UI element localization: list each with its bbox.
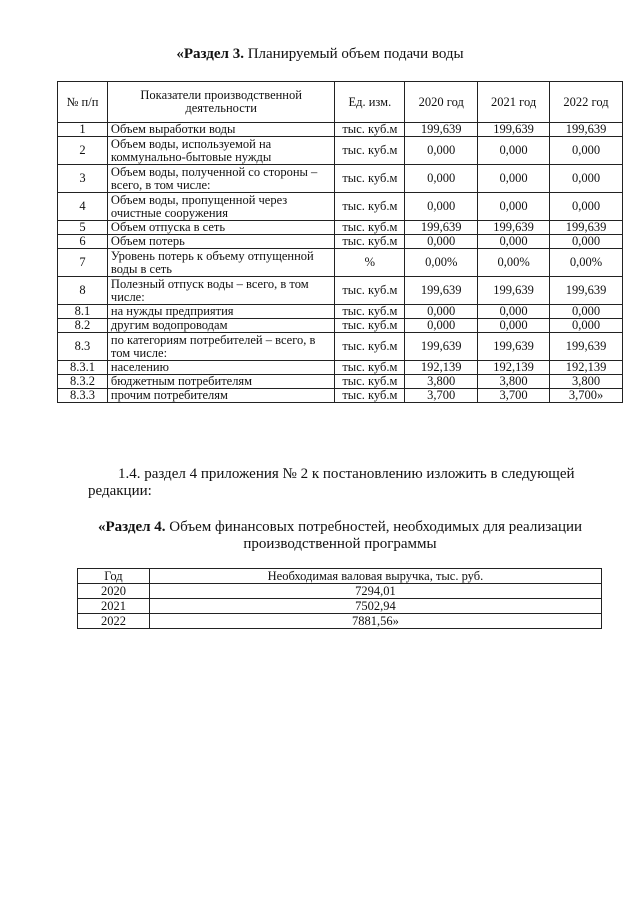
section-4-heading bbox=[80, 519, 600, 553]
value-2020-cell: 3,800 bbox=[405, 375, 478, 389]
row-number-cell: 8.2 bbox=[58, 319, 108, 333]
value-2021-cell: 199,639 bbox=[478, 277, 550, 305]
value-2022-cell: 0,000 bbox=[550, 193, 623, 221]
row-number-cell: 8.3.3 bbox=[58, 389, 108, 403]
unit-cell: тыс. куб.м bbox=[335, 165, 405, 193]
indicator-name-cell: Полезный отпуск воды – всего, в том числе: bbox=[107, 277, 335, 305]
unit-cell: % bbox=[335, 249, 405, 277]
value-2022-cell: 0,00% bbox=[550, 249, 623, 277]
table-row bbox=[78, 584, 602, 599]
section-4-heading-text: Объем финансовых потребностей, необходимых для реализации производственной программы bbox=[165, 519, 583, 552]
value-2021-cell: 0,000 bbox=[478, 319, 550, 333]
table-row bbox=[58, 333, 623, 361]
value-2021-cell: 0,000 bbox=[478, 193, 550, 221]
column-header: 2020 год bbox=[405, 82, 478, 123]
table-row bbox=[58, 221, 623, 235]
value-2020-cell: 0,000 bbox=[405, 319, 478, 333]
row-number-cell: 3 bbox=[58, 165, 108, 193]
value-2022-cell: 0,000 bbox=[550, 137, 623, 165]
row-number-cell: 8.3.1 bbox=[58, 361, 108, 375]
value-2020-cell: 0,000 bbox=[405, 193, 478, 221]
revenue-cell: 7294,01 bbox=[149, 584, 601, 599]
value-2020-cell: 199,639 bbox=[405, 221, 478, 235]
unit-cell: тыс. куб.м bbox=[335, 235, 405, 249]
column-header: Год bbox=[78, 569, 150, 584]
section-4-heading-bold: «Раздел 4. bbox=[97, 519, 166, 535]
indicator-name-cell: Объем выработки воды bbox=[107, 123, 335, 137]
year-cell: 2020 bbox=[78, 584, 150, 599]
column-header: 2022 год bbox=[550, 82, 623, 123]
financial-needs-table bbox=[77, 568, 602, 629]
column-header: 2021 год bbox=[478, 82, 550, 123]
unit-cell: тыс. куб.м bbox=[335, 305, 405, 319]
value-2020-cell: 0,00% bbox=[405, 249, 478, 277]
table-row bbox=[58, 361, 623, 375]
column-header: Показатели производственной деятельности bbox=[107, 82, 335, 123]
value-2021-cell: 0,000 bbox=[478, 235, 550, 249]
unit-cell: тыс. куб.м bbox=[335, 221, 405, 235]
unit-cell: тыс. куб.м bbox=[335, 277, 405, 305]
table-row bbox=[58, 389, 623, 403]
indicator-name-cell: Объем потерь bbox=[107, 235, 335, 249]
value-2020-cell: 0,000 bbox=[405, 305, 478, 319]
value-2020-cell: 0,000 bbox=[405, 137, 478, 165]
value-2021-cell: 199,639 bbox=[478, 221, 550, 235]
unit-cell: тыс. куб.м bbox=[335, 389, 405, 403]
row-number-cell: 8.3.2 bbox=[58, 375, 108, 389]
row-number-cell: 8.3 bbox=[58, 333, 108, 361]
indicator-name-cell: населению bbox=[107, 361, 335, 375]
value-2022-cell: 199,639 bbox=[550, 277, 623, 305]
column-header: Необходимая валовая выручка, тыс. руб. bbox=[149, 569, 601, 584]
section-3-heading-text: Планируемый объем подачи воды bbox=[243, 46, 464, 62]
indicator-name-cell: Объем отпуска в сеть bbox=[107, 221, 335, 235]
value-2021-cell: 3,800 bbox=[478, 375, 550, 389]
table-body bbox=[58, 123, 623, 403]
row-number-cell: 8.1 bbox=[58, 305, 108, 319]
row-number-cell: 4 bbox=[58, 193, 108, 221]
value-2022-cell: 199,639 bbox=[550, 333, 623, 361]
indicator-name-cell: Объем воды, пропущенной через очистные сооружения bbox=[107, 193, 335, 221]
row-number-cell: 7 bbox=[58, 249, 108, 277]
value-2022-cell: 0,000 bbox=[550, 305, 623, 319]
indicator-name-cell: бюджетным потребителям bbox=[107, 375, 335, 389]
value-2021-cell: 3,700 bbox=[478, 389, 550, 403]
table-row bbox=[58, 375, 623, 389]
section-3-heading-bold: «Раздел 3. bbox=[176, 46, 244, 62]
indicator-name-cell: Объем воды, полученной со стороны – всего, в том числе: bbox=[107, 165, 335, 193]
table-row bbox=[58, 319, 623, 333]
year-cell: 2022 bbox=[78, 614, 150, 629]
table-row bbox=[78, 599, 602, 614]
value-2020-cell: 199,639 bbox=[405, 123, 478, 137]
unit-cell: тыс. куб.м bbox=[335, 137, 405, 165]
value-2020-cell: 0,000 bbox=[405, 235, 478, 249]
value-2021-cell: 0,00% bbox=[478, 249, 550, 277]
value-2022-cell: 0,000 bbox=[550, 235, 623, 249]
table-row bbox=[58, 249, 623, 277]
table-row bbox=[58, 235, 623, 249]
instruction-paragraph: 1.4. раздел 4 приложения № 2 к постановлению изложить в следующей редакции: bbox=[88, 466, 575, 499]
year-cell: 2021 bbox=[78, 599, 150, 614]
value-2020-cell: 192,139 bbox=[405, 361, 478, 375]
indicator-name-cell: Объем воды, используемой на коммунально-бытовые нужды bbox=[107, 137, 335, 165]
unit-cell: тыс. куб.м bbox=[335, 361, 405, 375]
unit-cell: тыс. куб.м bbox=[335, 333, 405, 361]
value-2021-cell: 199,639 bbox=[478, 123, 550, 137]
indicator-name-cell: прочим потребителям bbox=[107, 389, 335, 403]
value-2020-cell: 0,000 bbox=[405, 165, 478, 193]
value-2020-cell: 199,639 bbox=[405, 333, 478, 361]
revenue-cell: 7502,94 bbox=[149, 599, 601, 614]
table-header-row bbox=[78, 569, 602, 584]
value-2021-cell: 199,639 bbox=[478, 333, 550, 361]
table-row bbox=[58, 123, 623, 137]
value-2022-cell: 199,639 bbox=[550, 123, 623, 137]
planned-water-supply-table bbox=[57, 81, 623, 403]
table-row bbox=[78, 614, 602, 629]
value-2021-cell: 192,139 bbox=[478, 361, 550, 375]
column-header: № п/п bbox=[58, 82, 108, 123]
table-header-row bbox=[58, 82, 623, 123]
row-number-cell: 6 bbox=[58, 235, 108, 249]
table-row bbox=[58, 193, 623, 221]
row-number-cell: 2 bbox=[58, 137, 108, 165]
value-2020-cell: 3,700 bbox=[405, 389, 478, 403]
value-2022-cell: 0,000 bbox=[550, 319, 623, 333]
value-2022-cell: 0,000 bbox=[550, 165, 623, 193]
value-2021-cell: 0,000 bbox=[478, 165, 550, 193]
table-row bbox=[58, 165, 623, 193]
revenue-cell: 7881,56» bbox=[149, 614, 601, 629]
row-number-cell: 8 bbox=[58, 277, 108, 305]
table-row bbox=[58, 277, 623, 305]
table-row bbox=[58, 305, 623, 319]
unit-cell: тыс. куб.м bbox=[335, 375, 405, 389]
indicator-name-cell: на нужды предприятия bbox=[107, 305, 335, 319]
column-header: Ед. изм. bbox=[335, 82, 405, 123]
unit-cell: тыс. куб.м bbox=[335, 319, 405, 333]
table-row bbox=[58, 137, 623, 165]
indicator-name-cell: Уровень потерь к объему отпущенной воды в сеть bbox=[107, 249, 335, 277]
value-2022-cell: 192,139 bbox=[550, 361, 623, 375]
value-2021-cell: 0,000 bbox=[478, 305, 550, 319]
row-number-cell: 5 bbox=[58, 221, 108, 235]
value-2022-cell: 3,700» bbox=[550, 389, 623, 403]
section-3-heading bbox=[0, 46, 640, 63]
value-2022-cell: 3,800 bbox=[550, 375, 623, 389]
unit-cell: тыс. куб.м bbox=[335, 123, 405, 137]
value-2021-cell: 0,000 bbox=[478, 137, 550, 165]
value-2022-cell: 199,639 bbox=[550, 221, 623, 235]
indicator-name-cell: по категориям потребителей – всего, в том числе: bbox=[107, 333, 335, 361]
value-2020-cell: 199,639 bbox=[405, 277, 478, 305]
indicator-name-cell: другим водопроводам bbox=[107, 319, 335, 333]
table-body bbox=[78, 584, 602, 629]
row-number-cell: 1 bbox=[58, 123, 108, 137]
unit-cell: тыс. куб.м bbox=[335, 193, 405, 221]
